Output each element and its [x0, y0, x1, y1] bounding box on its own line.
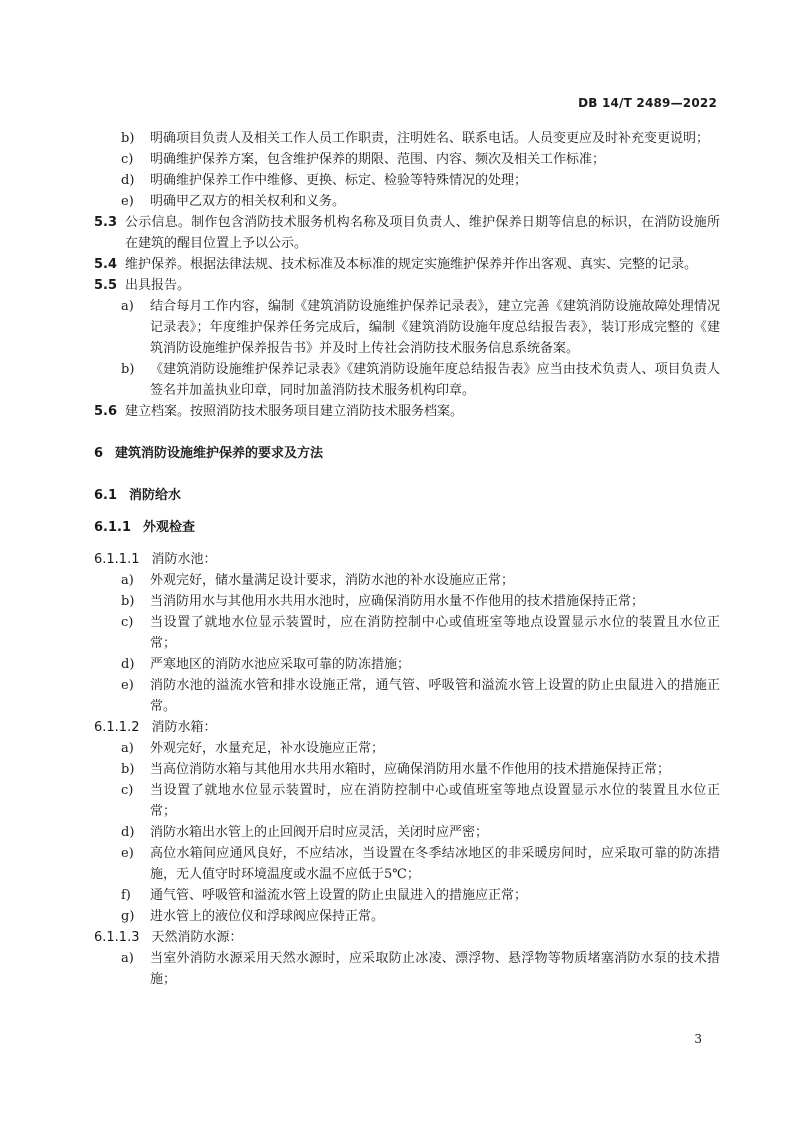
list-item-text: 严寒地区的消防水池应采取可靠的防冻措施；: [150, 657, 411, 672]
list-item-text: 明确维护保养工作中维修、更换、标定、检验等特殊情况的处理；: [150, 173, 528, 188]
list-item-text: 明确维护保养方案，包含维护保养的期限、范围、内容、频次及相关工作标准；: [150, 152, 606, 167]
list-item-label: b): [121, 362, 135, 377]
list-item-text: 明确甲乙双方的相关权利和义务。: [150, 194, 346, 209]
list-item-label: g): [121, 909, 135, 924]
clause-number: 6.1.1.1: [94, 552, 140, 567]
list-item: [94, 191, 720, 212]
section-6-1-heading: [94, 485, 720, 506]
list-item: [94, 591, 720, 612]
list-item-label: c): [121, 615, 134, 630]
list-item-text: 当设置了就地水位显示装置时，应在消防控制中心或值班室等地点设置显示水位的装置且水位正常；: [150, 615, 720, 651]
heading-title: 消防给水: [129, 488, 182, 503]
heading-number: 6: [94, 446, 104, 461]
clause-6-1-1-2: [94, 717, 720, 738]
clause-number: 5.3: [94, 215, 118, 230]
document-id: DB 14/T 2489—2022: [578, 96, 717, 110]
list-item: [94, 570, 720, 591]
heading-number: 6.1: [94, 488, 118, 503]
clause-6-1-1-3: [94, 927, 720, 948]
clause-text: 出具报告。: [125, 278, 191, 293]
list-item-text: 当室外消防水源采用天然水源时，应采取防止冰凌、漂浮物、悬浮物等物质堵塞消防水泵的技术措施；: [150, 951, 720, 987]
list-item-text: 进水管上的液位仪和浮球阀应保持正常。: [150, 909, 385, 924]
list-item: [94, 296, 720, 359]
list-item: [94, 843, 720, 885]
clause-text: 建立档案。按照消防技术服务项目建立消防技术服务档案。: [125, 404, 464, 419]
list-item-label: d): [121, 657, 135, 672]
list-item-label: e): [121, 678, 134, 693]
list-item: [94, 612, 720, 654]
clause-title: 消防水箱：: [151, 720, 217, 735]
list-item-text: 明确项目负责人及相关工作人员工作职责，注明姓名、联系电话。人员变更应及时补充变更说明；: [150, 131, 710, 146]
clause-text: 维护保养。根据法律法规、技术标准及本标准的规定实施维护保养并作出客观、真实、完整的记录。: [125, 257, 698, 272]
list-item: [94, 359, 720, 401]
list-item-label: c): [121, 152, 134, 167]
list-item-label: e): [121, 194, 134, 209]
list-item-label: b): [121, 762, 135, 777]
heading-title: 建筑消防设施维护保养的要求及方法: [115, 446, 324, 461]
list-item-label: c): [121, 783, 134, 798]
list-item-label: a): [121, 741, 134, 756]
list-item: [94, 780, 720, 822]
page-number: 3: [694, 1032, 702, 1046]
list-item-label: d): [121, 173, 135, 188]
page-content: [94, 128, 720, 990]
list-item: [94, 885, 720, 906]
list-item-text: 外观完好，储水量满足设计要求，消防水池的补水设施应正常；: [150, 573, 515, 588]
clause-title: 天然消防水源：: [151, 930, 243, 945]
clause-number: 6.1.1.2: [94, 720, 140, 735]
list-item: [94, 948, 720, 990]
list-item-text: 《建筑消防设施维护保养记录表》《建筑消防设施年度总结报告表》应当由技术负责人、项目负责人签名并加盖执业印章，同时加盖消防技术服务机构印章。: [150, 362, 720, 398]
list-item-label: e): [121, 846, 134, 861]
list-item: [94, 822, 720, 843]
list-item-text: 当消防用水与其他用水共用水池时，应确保消防用水量不作他用的技术措施保持正常；: [150, 594, 645, 609]
list-item-label: a): [121, 951, 134, 966]
clause-number: 6.1.1.3: [94, 930, 140, 945]
list-item: [94, 128, 720, 149]
list-item-text: 通气管、呼吸管和溢流水管上设置的防止虫鼠进入的措施应正常；: [150, 888, 528, 903]
list-item: [94, 675, 720, 717]
clause-number: 5.4: [94, 257, 118, 272]
clause-5-6: [94, 401, 720, 422]
list-item: [94, 759, 720, 780]
clause-text: 公示信息。制作包含消防技术服务机构名称及项目负责人、维护保养日期等信息的标识，在消防设施所在建筑的醒目位置上予以公示。: [125, 215, 720, 251]
clause-title: 消防水池：: [151, 552, 217, 567]
list-item: [94, 738, 720, 759]
clause-5-5: [94, 275, 720, 296]
list-item: [94, 906, 720, 927]
heading-title: 外观检查: [143, 520, 196, 535]
list-item-text: 外观完好，水量充足，补水设施应正常；: [150, 741, 385, 756]
clause-number: 5.6: [94, 404, 118, 419]
chapter-6-heading: [94, 443, 720, 464]
clause-5-4: [94, 254, 720, 275]
list-item-text: 消防水箱出水管上的止回阀开启时应灵活，关闭时应严密；: [150, 825, 489, 840]
list-item: [94, 149, 720, 170]
heading-number: 6.1.1: [94, 520, 132, 535]
clause-number: 5.5: [94, 278, 118, 293]
list-item-text: 当设置了就地水位显示装置时，应在消防控制中心或值班室等地点设置显示水位的装置且水位正常；: [150, 783, 720, 819]
list-item-label: b): [121, 131, 135, 146]
list-item: [94, 654, 720, 675]
list-item-text: 消防水池的溢流水管和排水设施正常，通气管、呼吸管和溢流水管上设置的防止虫鼠进入的措施正常。: [150, 678, 720, 714]
list-item-label: a): [121, 299, 134, 314]
clause-5-3: [94, 212, 720, 254]
list-item-text: 当高位消防水箱与其他用水共用水箱时，应确保消防用水量不作他用的技术措施保持正常；: [150, 762, 671, 777]
list-item-text: 高位水箱间应通风良好，不应结冰，当设置在冬季结冰地区的非采暖房间时，应采取可靠的防冻措施，无人值守时环境温度或水温不应低于5℃；: [150, 846, 720, 882]
list-item-label: d): [121, 825, 135, 840]
list-item-label: a): [121, 573, 134, 588]
clause-6-1-1-1: [94, 549, 720, 570]
list-item: [94, 170, 720, 191]
list-item-label: b): [121, 594, 135, 609]
list-item-label: f): [121, 888, 131, 903]
section-6-1-1-heading: [94, 517, 720, 538]
list-item-text: 结合每月工作内容，编制《建筑消防设施维护保养记录表》，建立完善《建筑消防设施故障处理情况记录表》；年度维护保养任务完成后，编制《建筑消防设施年度总结报告表》，装订形成完整的《建筑消防设施维护保养报告书》并及时上传社会消防技术服务信息系统备案。: [150, 299, 720, 356]
